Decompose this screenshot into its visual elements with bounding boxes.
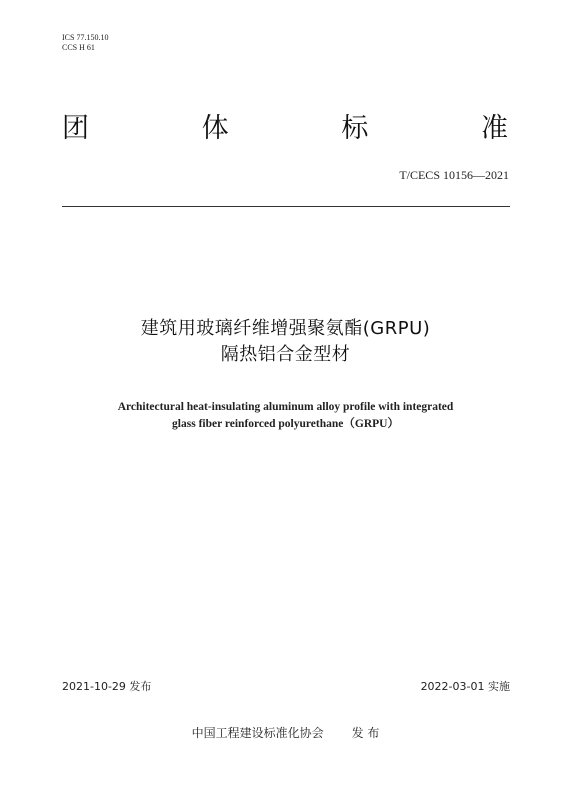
implementation-date: 2022-03-01 实施 — [420, 680, 510, 693]
chinese-title — [0, 316, 571, 368]
header-divider — [62, 206, 510, 207]
issue-date: 2021-10-29 发布 — [62, 680, 152, 693]
chinese-title-line-1: 建筑用玻璃纤维增强聚氨酯(GRPU) — [140, 318, 431, 339]
standard-type-char-2: 体 — [201, 113, 229, 144]
ccs-code: CCS H 61 — [62, 43, 95, 52]
classification-codes — [62, 33, 108, 53]
english-title-line-1: Architectural heat-insulating aluminum alloy profile with integrated — [117, 401, 454, 413]
ics-code: ICS 77.150.10 — [62, 33, 109, 42]
english-title-line-2: glass fiber reinforced polyurethane（GRPU） — [172, 418, 399, 430]
standard-type-char-3: 标 — [341, 113, 369, 144]
english-title — [0, 399, 571, 433]
publish-action: 发 布 — [351, 726, 380, 740]
publisher-line — [0, 724, 571, 741]
standard-type-char-4: 准 — [480, 113, 508, 144]
chinese-title-line-2: 隔热铝合金型材 — [220, 344, 351, 365]
publisher-name: 中国工程建设标准化协会 — [191, 726, 324, 740]
standard-number: T/CECS 10156—2021 — [399, 168, 509, 182]
date-row — [62, 678, 510, 694]
standard-type-heading — [62, 111, 508, 147]
standard-type-char-1: 团 — [62, 113, 89, 144]
